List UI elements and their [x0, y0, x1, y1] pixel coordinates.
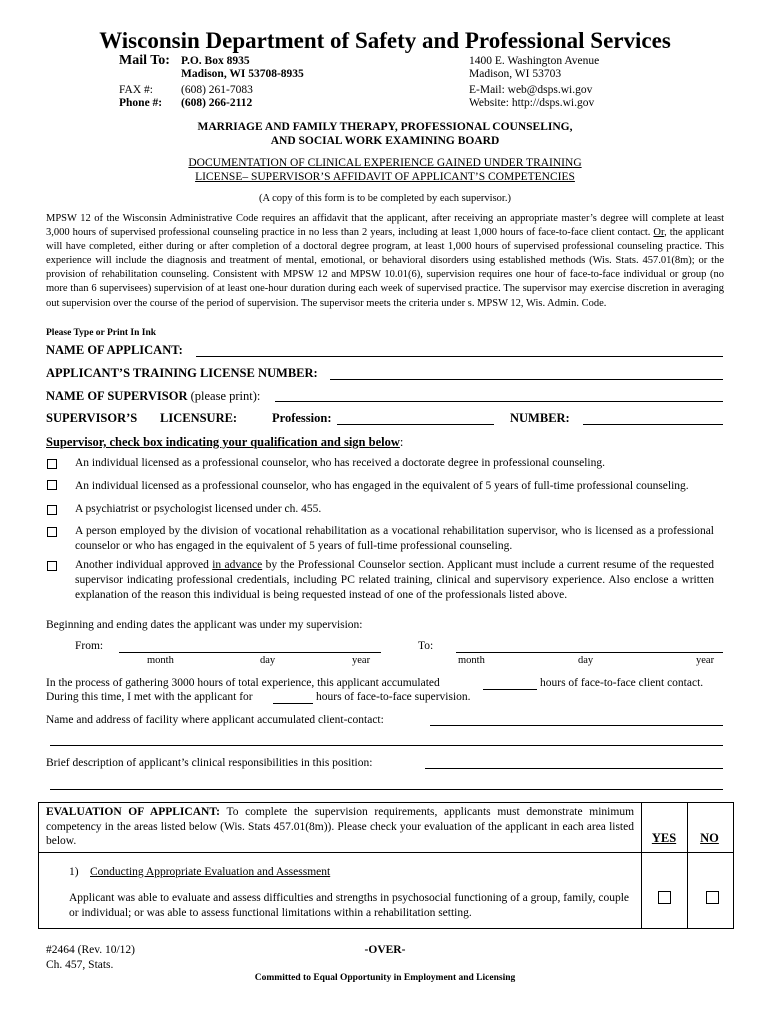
from-date-field[interactable] — [119, 652, 381, 653]
hours-line-2-part-2: hours of face-to-face supervision. — [316, 691, 471, 703]
intro-part-2: , the applicant will have completed, either during or after completion of a doctoral degree program, at least 1,000 hours of supervised professional counseling practice. This experience will include the diagnosis and treatment of mental, emotional, or behavioral disorders using established methods (Wis. Stats. 457.01(8m); or the provision of rehabilitation counseling. Consistent with MPSW 12 and MPSW 10.01(6), supervision requires one hour of face-to-face individual or group (no more than 6 supervisees) supervision of at least one-hour duration during each week of supervised practice. The supervisor may exercise discretion in averaging out supervision over the course of the period of supervision. The supervisor meets the criteria under s. MPSW 12, Wis. Admin. Code. — [46, 227, 725, 309]
facility-field-2[interactable] — [50, 745, 723, 746]
street-address: 1400 E. Washington Avenue — [469, 55, 600, 67]
phone-number: (608) 266-2112 — [181, 97, 253, 109]
phone-label: Phone #: — [119, 97, 163, 109]
qualification-option-3: A psychiatrist or psychologist licensed under ch. 455. — [75, 503, 322, 515]
evaluation-heading-bold: EVALUATION OF APPLICANT: — [46, 806, 220, 818]
from-day-label: day — [260, 655, 276, 666]
from-label: From: — [75, 640, 104, 652]
fax-number: (608) 261-7083 — [181, 84, 253, 96]
evaluation-item-1-number: 1) — [69, 866, 79, 878]
responsibilities-label: Brief description of applicant’s clinical responsibilities in this position: — [46, 757, 373, 769]
hours-line-1-part-1: In the process of gathering 3000 hours of total experience, this applicant accumulated — [46, 677, 440, 689]
qualification-option-5 — [75, 558, 714, 603]
to-day-label: day — [578, 655, 594, 666]
form-title-line-2: LICENSE– SUPERVISOR’S AFFIDAVIT OF APPLICANT’S COMPETENCIES — [195, 171, 575, 183]
supervisor-name-label — [46, 389, 260, 404]
qualification-option-5-checkbox[interactable] — [47, 561, 57, 571]
yes-column-header: YES — [651, 831, 677, 845]
supervision-hours-field[interactable] — [273, 703, 313, 704]
chapter-reference: Ch. 457, Stats. — [46, 959, 114, 971]
qualification-option-2: An individual licensed as a professional counselor, who has engaged in the equivalent of 5 years of full-time professional counseling. — [75, 480, 689, 492]
qualification-option-4: A person employed by the division of vocational rehabilitation as a vocational rehabilitation supervisor, who is licensed as a professional counselor or who has engaged in the equivalent of 5 years of full-time professional counseling. — [75, 525, 714, 552]
agency-title: Wisconsin Department of Safety and Professional Services — [99, 28, 671, 53]
client-contact-hours-field[interactable] — [483, 689, 537, 690]
facility-label: Name and address of facility where applicant accumulated client-contact: — [46, 714, 384, 726]
to-label: To: — [418, 640, 434, 652]
supervisor-name-note: (please print): — [187, 389, 261, 403]
qualification-option-4-checkbox[interactable] — [47, 527, 57, 537]
intro-part-1: MPSW 12 of the Wisconsin Administrative Code requires an affidavit that the applicant, after receiving an appropriate master’s degree will complete at least 3,000 hours of supervised professional counseling practice in no less than 2 years, including at least 1,000 hours of face-to-face client contact. — [46, 213, 724, 239]
ink-note: Please Type or Print In Ink — [46, 328, 157, 338]
option-5-in-advance: in advance — [212, 559, 263, 571]
qualification-heading-text: Supervisor, check box indicating your qualification and sign below — [46, 435, 400, 449]
website: Website: http://dsps.wi.gov — [469, 97, 595, 109]
to-date-field[interactable] — [456, 652, 723, 653]
applicant-name-label: NAME OF APPLICANT: — [46, 343, 183, 357]
profession-label: Profession: — [272, 411, 332, 425]
supervisors-label: SUPERVISOR’S — [46, 411, 138, 425]
mail-to-label: Mail To: — [119, 53, 170, 68]
qualification-heading — [46, 435, 403, 450]
board-line-2: AND SOCIAL WORK EXAMINING BOARD — [270, 135, 500, 147]
license-number-field[interactable] — [583, 424, 723, 425]
evaluation-heading-text: To complete the supervision requirements, applicants must demonstrate minimum competency in the areas listed below (Wis. Stats 457.01(8m)). Please check your evaluation of the applicant in each area listed below. — [46, 806, 635, 847]
evaluation-item-1-text: Applicant was able to evaluate and assess difficulties and strengths in psychosocial functioning of a group, family, couple or individual; or was able to assess functional limitations within a rehabilitation setting. — [69, 892, 629, 919]
evaluation-yes-column-border — [641, 802, 642, 928]
licensure-label: LICENSURE: — [160, 411, 238, 425]
profession-field[interactable] — [337, 424, 494, 425]
qualification-colon: : — [399, 435, 404, 449]
qualification-option-1: An individual licensed as a professional counselor, who has received a doctorate degree in professional counseling. — [75, 457, 605, 469]
number-label: NUMBER: — [510, 411, 570, 425]
city-zip: Madison, WI 53708-8935 — [181, 68, 304, 80]
fax-label: FAX #: — [119, 84, 153, 96]
form-note: (A copy of this form is to be completed by each supervisor.) — [259, 193, 511, 204]
evaluation-heading — [46, 805, 634, 849]
po-box: P.O. Box 8935 — [181, 55, 250, 67]
board-line-1: MARRIAGE AND FAMILY THERAPY, PROFESSIONAL COUNSELING, — [197, 121, 573, 133]
qualification-option-1-checkbox[interactable] — [47, 459, 57, 469]
qualification-option-3-checkbox[interactable] — [47, 505, 57, 515]
responsibilities-field-1[interactable] — [425, 768, 723, 769]
intro-paragraph — [46, 212, 724, 311]
to-month-label: month — [458, 655, 485, 666]
qualification-option-2-checkbox[interactable] — [47, 480, 57, 490]
evaluation-header-divider — [38, 852, 733, 853]
street-city: Madison, WI 53703 — [469, 68, 562, 80]
training-license-label: APPLICANT’S TRAINING LICENSE NUMBER: — [46, 366, 318, 380]
evaluation-item-1-yes-checkbox[interactable] — [658, 891, 671, 904]
form-number: #2464 (Rev. 10/12) — [46, 944, 136, 956]
evaluation-item-1-title: Conducting Appropriate Evaluation and Assessment — [90, 866, 331, 878]
hours-line-2-part-1: During this time, I met with the applicant for — [46, 691, 253, 703]
to-year-label: year — [696, 655, 715, 666]
email: E-Mail: web@dsps.wi.gov — [469, 84, 593, 96]
applicant-name-field[interactable] — [196, 356, 723, 357]
over-indicator: -OVER- — [364, 944, 406, 956]
evaluation-no-column-border — [687, 802, 688, 928]
supervisor-name-field[interactable] — [275, 401, 723, 402]
hours-line-1-part-2: hours of face-to-face client contact. — [540, 677, 704, 689]
option-5-part-2: by the Professional Counselor section. Applicant must include a current resume of the requested supervisor indicating professional credentials, including PC related training, clinical and supervisory experience. Also enclose a written explanation of the reason this individual is being requested instead of one of the professionals listed above. — [75, 559, 714, 601]
form-title-line-1: DOCUMENTATION OF CLINICAL EXPERIENCE GAINED UNDER TRAINING — [188, 157, 582, 169]
from-year-label: year — [352, 655, 371, 666]
equal-opportunity-statement: Committed to Equal Opportunity in Employment and Licensing — [254, 973, 516, 983]
dates-intro: Beginning and ending dates the applicant was under my supervision: — [46, 619, 363, 631]
from-month-label: month — [147, 655, 174, 666]
supervisor-name-bold: NAME OF SUPERVISOR — [46, 389, 188, 403]
option-5-part-1: Another individual approved — [75, 559, 213, 571]
training-license-field[interactable] — [330, 379, 723, 380]
evaluation-item-1-no-checkbox[interactable] — [706, 891, 719, 904]
no-column-header: NO — [700, 831, 719, 845]
facility-field-1[interactable] — [430, 725, 723, 726]
responsibilities-field-2[interactable] — [50, 789, 723, 790]
intro-or: Or — [653, 227, 665, 239]
